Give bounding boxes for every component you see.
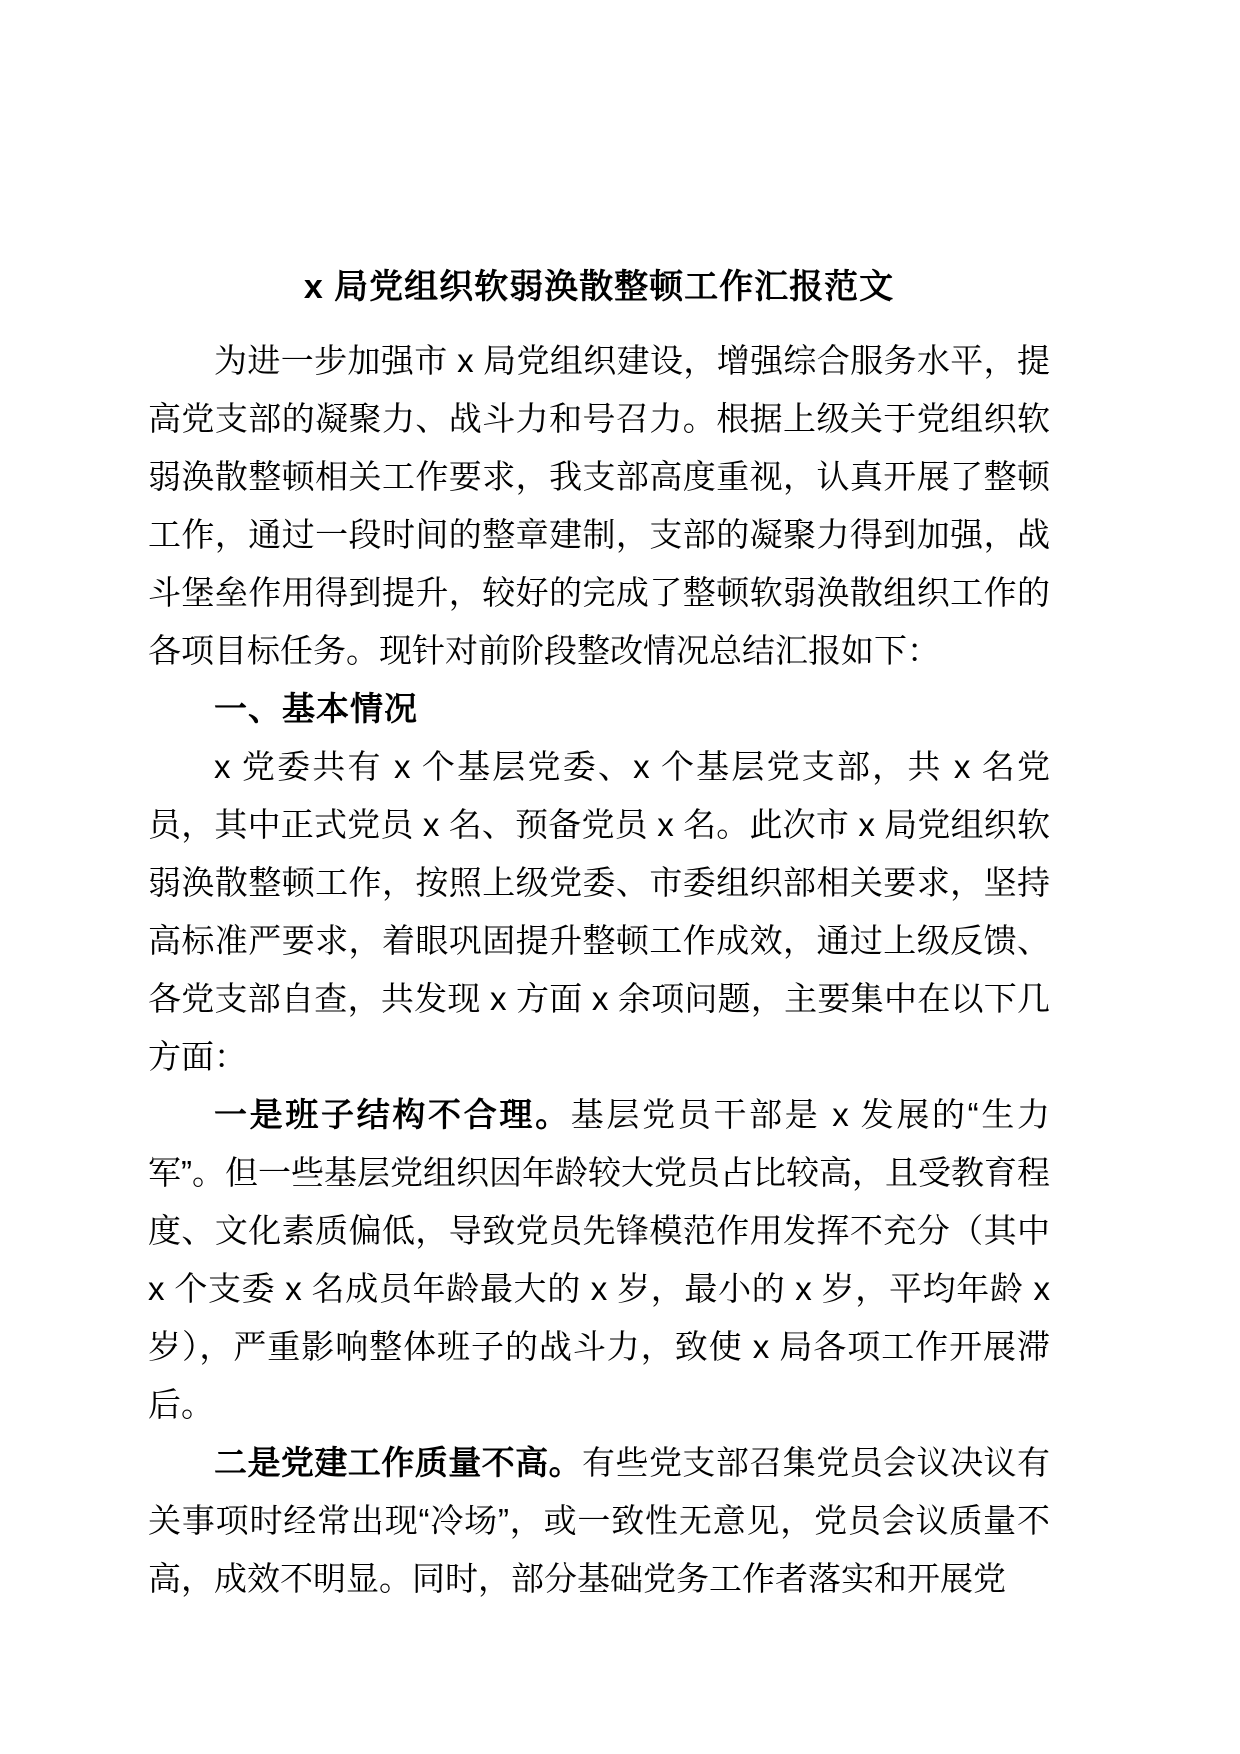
paragraph-basic-situation bbox=[148, 738, 1050, 1086]
paragraph-issue-two-lead: 二是党建工作质量不高。 bbox=[214, 1444, 583, 1481]
document-content bbox=[148, 0, 1050, 1608]
paragraph-issue-one-lead: 一是班子结构不合理。 bbox=[214, 1096, 571, 1133]
paragraph-intro bbox=[148, 332, 1050, 680]
document-title: x 局党组织软弱涣散整顿工作汇报范文 bbox=[303, 268, 895, 306]
paragraph-issue-two bbox=[148, 1434, 1050, 1608]
paragraph-issue-one-text: 基层党员干部是 x 发展的“生力军”。但一些基层党组织因年龄较大党员占比较高，且受教育程度、文化素质偏低，导致党员先锋模范作用发挥不充分（其中 x 个支委 x 名成员年龄最大的 x 岁，最小的 x 岁，平均年龄 x 岁），严重影响整体班子的战斗力，致使 x 局各项工作开展滞后。 bbox=[148, 1096, 1051, 1423]
section-heading-basic-situation: 一、基本情况 bbox=[214, 690, 418, 727]
paragraph-issue-two-text: 有些党支部召集党员会议决议有关事项时经常出现“冷场”，或一致性无意见，党员会议质量不高，成效不明显。同时，部分基础党务工作者落实和开展党 bbox=[148, 1444, 1051, 1597]
paragraph-issue-one bbox=[148, 1086, 1050, 1434]
paragraph-intro-text: 为进一步加强市 x 局党组织建设，增强综合服务水平，提高党支部的凝聚力、战斗力和号召力。根据上级关于党组织软弱涣散整顿相关工作要求，我支部高度重视，认真开展了整顿工作，通过一段时间的整章建制，支部的凝聚力得到加强，战斗堡垒作用得到提升，较好的完成了整顿软弱涣散组织工作的各项目标任务。现针对前阶段整改情况总结汇报如下： bbox=[148, 342, 1050, 669]
paragraph-basic-situation-text: x 党委共有 x 个基层党委、x 个基层党支部，共 x 名党员，其中正式党员 x 名、预备党员 x 名。此次市 x 局党组织软弱涣散整顿工作，按照上级党委、市委组织部相关要求，坚持高标准严要求，着眼巩固提升整顿工作成效，通过上级反馈、各党支部自查，共发现 x 方面 x 余项问题，主要集中在以下几方面： bbox=[148, 748, 1050, 1075]
